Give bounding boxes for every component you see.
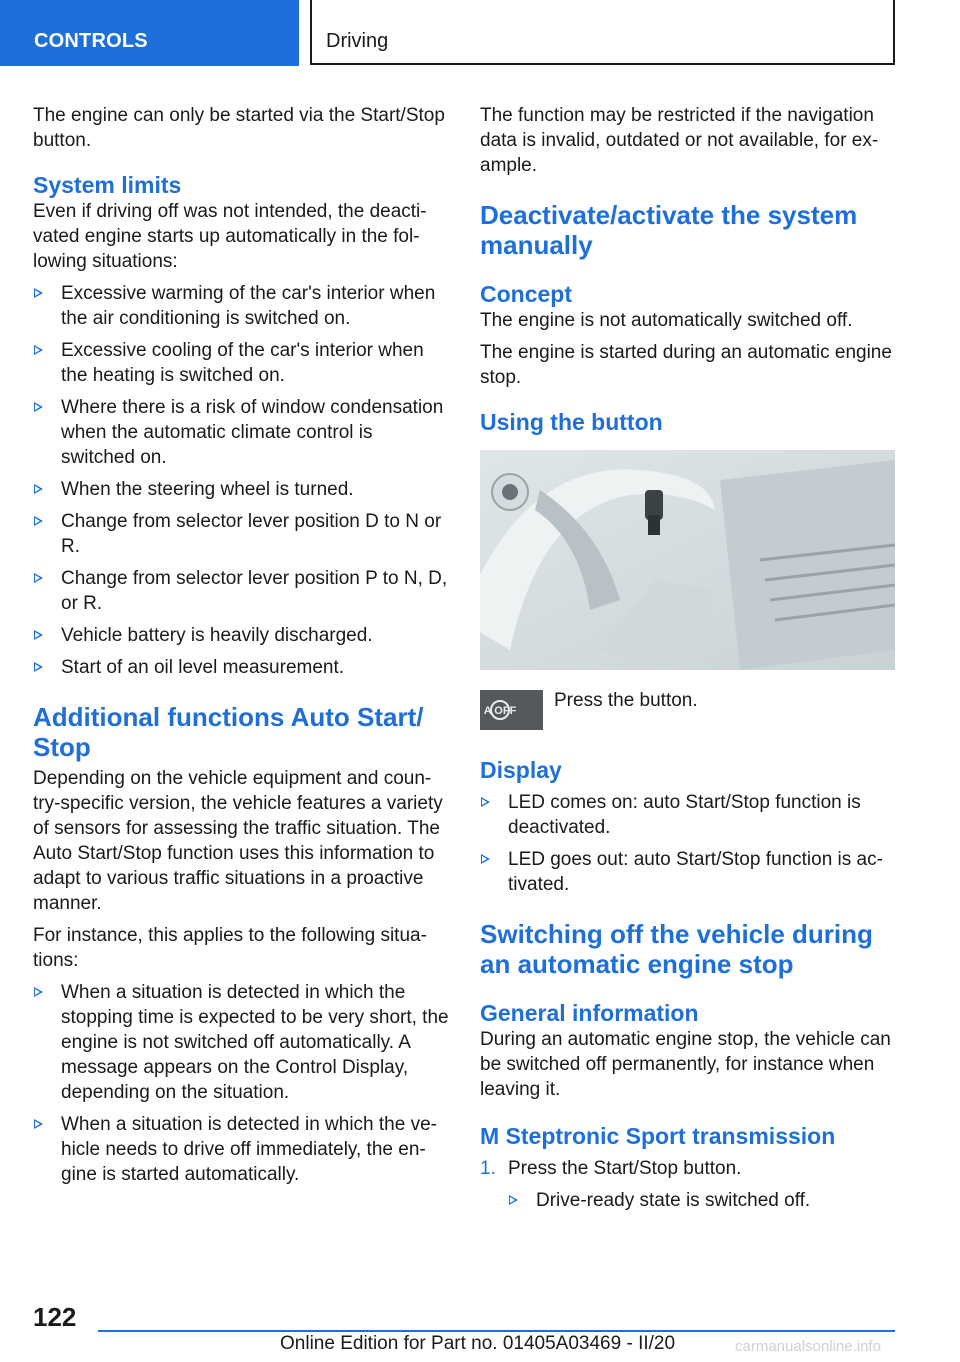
step-item	[480, 1156, 900, 1213]
deactivate-heading: Deactivate/activate the system manually	[480, 200, 858, 260]
concept-paragraph-2: The engine is started during an automatic engine stop.	[480, 342, 892, 388]
bullet-triangle-icon	[34, 345, 43, 355]
dashboard-button-image	[480, 450, 895, 670]
list-item: When the steering wheel is turned.	[33, 477, 449, 502]
chapter-header	[310, 0, 895, 65]
intro-paragraph: The engine can only be started via the Start/Stop button.	[33, 105, 445, 151]
system-limits-list	[33, 281, 449, 680]
press-button-text: Press the button.	[554, 690, 698, 711]
edition-text: Online Edition for Part no. 01405A03469 - II/20	[280, 1333, 676, 1354]
bullet-triangle-icon	[481, 854, 490, 864]
additional-functions-text: Depending on the vehicle equipment and coun-try-specific version, the vehicle features a variety of sensors for assessing the traffic situation. The Auto Start/Stop function uses this information to adapt to various traffic situations in a proactive manner.	[33, 768, 443, 914]
system-limits-heading: System limits	[33, 172, 182, 198]
bullet-triangle-icon	[34, 1119, 43, 1129]
display-heading: Display	[480, 757, 562, 783]
general-info-text: During an automatic engine stop, the vehicle can be switched off permanently, for instance when leaving it.	[480, 1029, 891, 1100]
step-sub-list	[508, 1188, 900, 1213]
steps-list	[480, 1156, 900, 1213]
list-item: Change from selector lever position D to N or R.	[33, 509, 449, 559]
list-item: Change from selector lever position P to N, D, or R.	[33, 566, 449, 616]
page-number: 122	[33, 1302, 77, 1332]
svg-text:A OFF: A OFF	[483, 705, 517, 717]
concept-paragraph-1: The engine is not automatically switched off.	[480, 310, 853, 331]
list-item: When a situation is detected in which the stopping time is expected to be very short, the engine is not switched off automatically. A message appears on the Control Display, depending on the situation.	[33, 980, 449, 1105]
system-limits-text: Even if driving off was not intended, the deacti-vated engine starts up automatically in the fol-lowing situations:	[33, 201, 427, 272]
footer-divider	[98, 1330, 895, 1332]
additional-functions-heading: Additional functions Auto Start/ Stop	[33, 702, 424, 762]
situations-list	[33, 980, 449, 1187]
left-column	[33, 103, 449, 1194]
list-item: When a situation is detected in which the ve-hicle needs to drive off immediately, the en-gine is started automatically.	[33, 1112, 449, 1187]
chapter-title: Driving	[326, 30, 389, 52]
right-column	[480, 103, 900, 1220]
bullet-triangle-icon	[34, 402, 43, 412]
bullet-triangle-icon	[34, 288, 43, 298]
step-text: Press the Start/Stop button.	[508, 1158, 742, 1179]
m-steptronic-heading: M Steptronic Sport transmission	[480, 1123, 836, 1149]
bullet-triangle-icon	[34, 573, 43, 583]
watermark: carmanualsonline.info	[735, 1338, 881, 1355]
list-item: LED goes out: auto Start/Stop function is ac-tivated.	[480, 847, 900, 897]
step-number: 1.	[480, 1158, 496, 1179]
switching-off-heading: Switching off the vehicle during an automatic engine stop	[480, 919, 873, 979]
navigation-note: The function may be restricted if the navigation data is invalid, outdated or not available, for ex-ample.	[480, 105, 879, 176]
situations-intro: For instance, this applies to the following situa-tions:	[33, 925, 427, 971]
bullet-triangle-icon	[34, 516, 43, 526]
list-item: Where there is a risk of window condensation when the automatic climate control is switched on.	[33, 395, 449, 470]
bullet-triangle-icon	[34, 987, 43, 997]
list-item: Drive-ready state is switched off.	[508, 1188, 900, 1213]
list-item: LED comes on: auto Start/Stop function is deactivated.	[480, 790, 900, 840]
general-info-heading: General information	[480, 1000, 699, 1026]
auto-start-stop-off-icon	[480, 690, 543, 730]
list-item: Excessive warming of the car's interior when the air conditioning is switched on.	[33, 281, 449, 331]
section-title: CONTROLS	[34, 30, 148, 52]
section-tab	[0, 0, 299, 66]
press-button-row	[480, 690, 900, 734]
display-list	[480, 790, 900, 897]
bullet-triangle-icon	[509, 1195, 518, 1205]
bullet-triangle-icon	[34, 630, 43, 640]
bullet-triangle-icon	[34, 662, 43, 672]
bullet-triangle-icon	[481, 797, 490, 807]
list-item: Vehicle battery is heavily discharged.	[33, 623, 449, 648]
bullet-triangle-icon	[34, 484, 43, 494]
list-item: Excessive cooling of the car's interior when the heating is switched on.	[33, 338, 449, 388]
using-button-heading: Using the button	[480, 409, 663, 435]
concept-heading: Concept	[480, 281, 572, 307]
list-item: Start of an oil level measurement.	[33, 655, 449, 680]
